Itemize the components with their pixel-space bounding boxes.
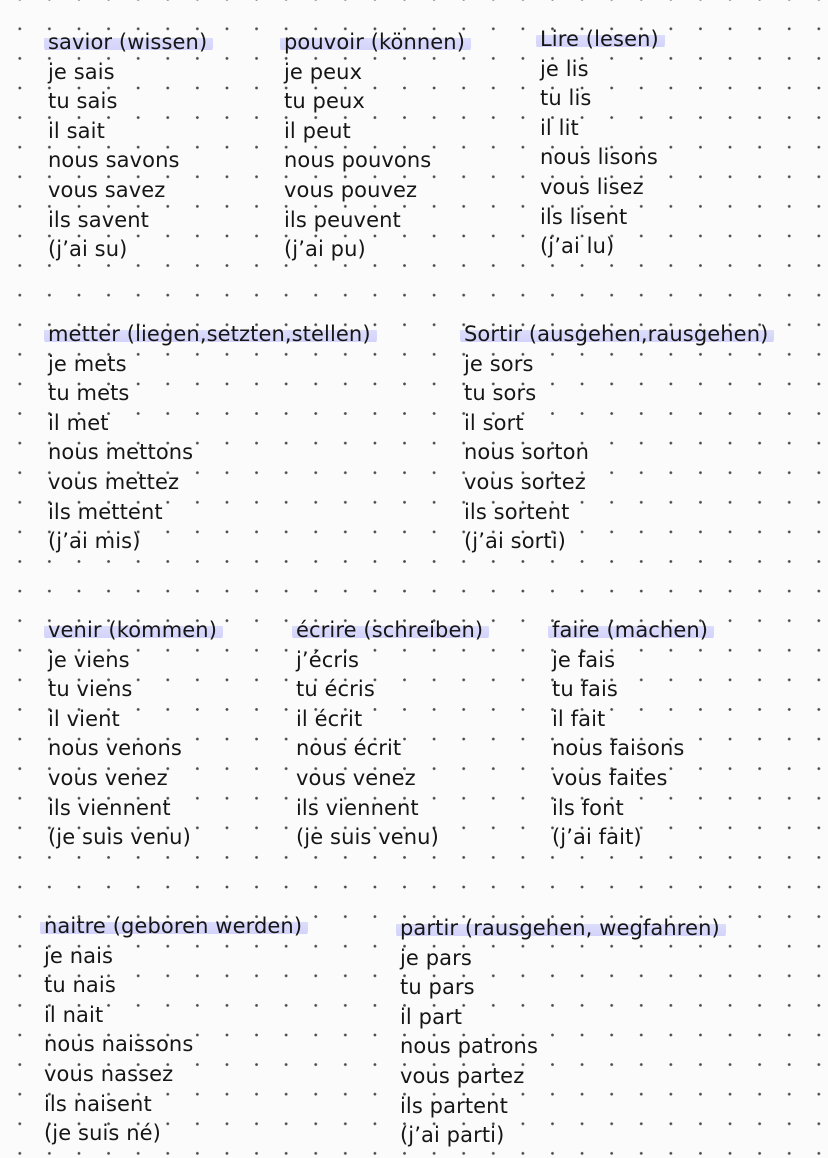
conjugation-form: vous venez <box>48 765 168 790</box>
conjugation-form: je lis <box>540 56 589 81</box>
verb-block-naitre <box>44 912 308 1149</box>
conjugation-list <box>48 350 377 557</box>
conjugation-form: ils partent <box>400 1093 508 1118</box>
verb-title: pouvoir (können) <box>280 28 471 58</box>
passe-compose-form: (je suis né) <box>44 1121 161 1146</box>
conjugation-form: tu sais <box>48 89 118 114</box>
verb-title: naitre (geboren werden) <box>40 912 308 942</box>
passe-compose-form: (je suis venu) <box>48 825 191 850</box>
verb-title: savior (wissen) <box>44 28 213 58</box>
conjugation-form: tu écris <box>296 677 375 702</box>
conjugation-form: tu fais <box>552 677 618 702</box>
verb-title: écrire (schreiben) <box>292 616 489 646</box>
conjugation-form: tu viens <box>48 677 133 702</box>
verb-block-partir <box>400 914 726 1151</box>
conjugation-form: il écrit <box>296 706 363 731</box>
conjugation-form: ils savent <box>48 207 149 232</box>
verb-block-savoir <box>48 28 213 265</box>
passe-compose-form: (j’ai lu) <box>540 234 615 259</box>
conjugation-form: je peux <box>284 59 363 84</box>
conjugation-form: ils mettent <box>48 499 163 524</box>
conjugation-form: je sors <box>464 351 534 376</box>
passe-compose-form: (j’ai parti) <box>400 1123 505 1148</box>
conjugation-form: vous faites <box>552 765 668 790</box>
verb-block-mettre <box>48 320 377 557</box>
verb-block-faire <box>552 616 714 853</box>
conjugation-list <box>540 55 665 262</box>
conjugation-form: il vient <box>48 706 120 731</box>
conjugation-form: ils lisent <box>540 204 628 229</box>
conjugation-form: il sort <box>464 410 524 435</box>
conjugation-form: nous pouvons <box>284 148 432 173</box>
conjugation-form: il fait <box>552 706 606 731</box>
verb-title: metter (liegen,setzten,stellen) <box>44 320 377 350</box>
verb-block-lire <box>540 25 665 262</box>
conjugation-form: vous nassez <box>44 1061 174 1086</box>
conjugation-form: je pars <box>400 945 472 970</box>
conjugation-form: vous lisez <box>540 174 644 199</box>
conjugation-list <box>400 944 726 1151</box>
verb-title: faire (machen) <box>548 616 714 646</box>
conjugation-form: nous mettons <box>48 440 194 465</box>
conjugation-form: nous patrons <box>400 1034 538 1059</box>
passe-compose-form: (j’ai su) <box>48 237 128 262</box>
conjugation-form: nous venons <box>48 736 182 761</box>
conjugation-form: je nais <box>44 943 114 968</box>
passe-compose-form: (j’ai pu) <box>284 237 366 262</box>
conjugation-form: tu sors <box>464 381 537 406</box>
conjugation-form: tu pars <box>400 975 475 1000</box>
conjugation-form: nous naissons <box>44 1032 194 1057</box>
conjugation-form: il nait <box>44 1002 104 1027</box>
conjugation-form: nous faisons <box>552 736 685 761</box>
verb-title: venir (kommen) <box>44 616 223 646</box>
conjugation-form: ils font <box>552 795 624 820</box>
conjugation-form: tu lis <box>540 86 592 111</box>
conjugation-list <box>44 942 308 1149</box>
conjugation-list <box>552 646 714 853</box>
conjugation-form: ils sortent <box>464 499 570 524</box>
passe-compose-form: (j’ai sorti) <box>464 529 566 554</box>
conjugation-form: vous mettez <box>48 469 180 494</box>
conjugation-form: vous sortez <box>464 469 586 494</box>
conjugation-form: je viens <box>48 647 130 672</box>
conjugation-list <box>296 646 489 853</box>
passe-compose-form: (j’ai mis) <box>48 529 141 554</box>
conjugation-form: il met <box>48 410 109 435</box>
conjugation-form: tu nais <box>44 973 116 998</box>
passe-compose-form: (j’ai fait) <box>552 825 642 850</box>
conjugation-form: tu peux <box>284 89 365 114</box>
conjugation-form: il part <box>400 1004 463 1029</box>
conjugation-list <box>48 58 213 265</box>
conjugation-list <box>48 646 223 853</box>
verb-title: Lire (lesen) <box>536 25 665 55</box>
conjugation-form: il peut <box>284 118 351 143</box>
conjugation-form: je sais <box>48 59 115 84</box>
verb-block-pouvoir <box>284 28 471 265</box>
conjugation-form: je mets <box>48 351 127 376</box>
conjugation-form: vous venez <box>296 765 416 790</box>
conjugation-form: ils peuvent <box>284 207 401 232</box>
conjugation-form: vous partez <box>400 1063 525 1088</box>
conjugation-form: vous savez <box>48 177 166 202</box>
conjugation-form: nous sorton <box>464 440 589 465</box>
conjugation-form: il sait <box>48 118 105 143</box>
conjugation-form: nous savons <box>48 148 180 173</box>
verb-block-sortir <box>464 320 774 557</box>
conjugation-form: ils naisent <box>44 1091 152 1116</box>
verb-title: Sortir (ausgehen,rausgehen) <box>460 320 774 350</box>
conjugation-form: il lit <box>540 115 579 140</box>
conjugation-form: vous pouvez <box>284 177 418 202</box>
conjugation-form: tu mets <box>48 381 130 406</box>
conjugation-list <box>284 58 471 265</box>
verb-title: partir (rausgehen, wegfahren) <box>396 914 726 944</box>
conjugation-form: nous écrit <box>296 736 402 761</box>
passe-compose-form: (je suis venu) <box>296 825 439 850</box>
conjugation-form: ils viennent <box>48 795 171 820</box>
conjugation-list <box>464 350 774 557</box>
verb-block-ecrire <box>296 616 489 853</box>
conjugation-form: ils viennent <box>296 795 419 820</box>
verb-block-venir <box>48 616 223 853</box>
conjugation-form: j’écris <box>296 647 360 672</box>
conjugation-form: je fais <box>552 647 616 672</box>
conjugation-form: nous lisons <box>540 145 658 170</box>
